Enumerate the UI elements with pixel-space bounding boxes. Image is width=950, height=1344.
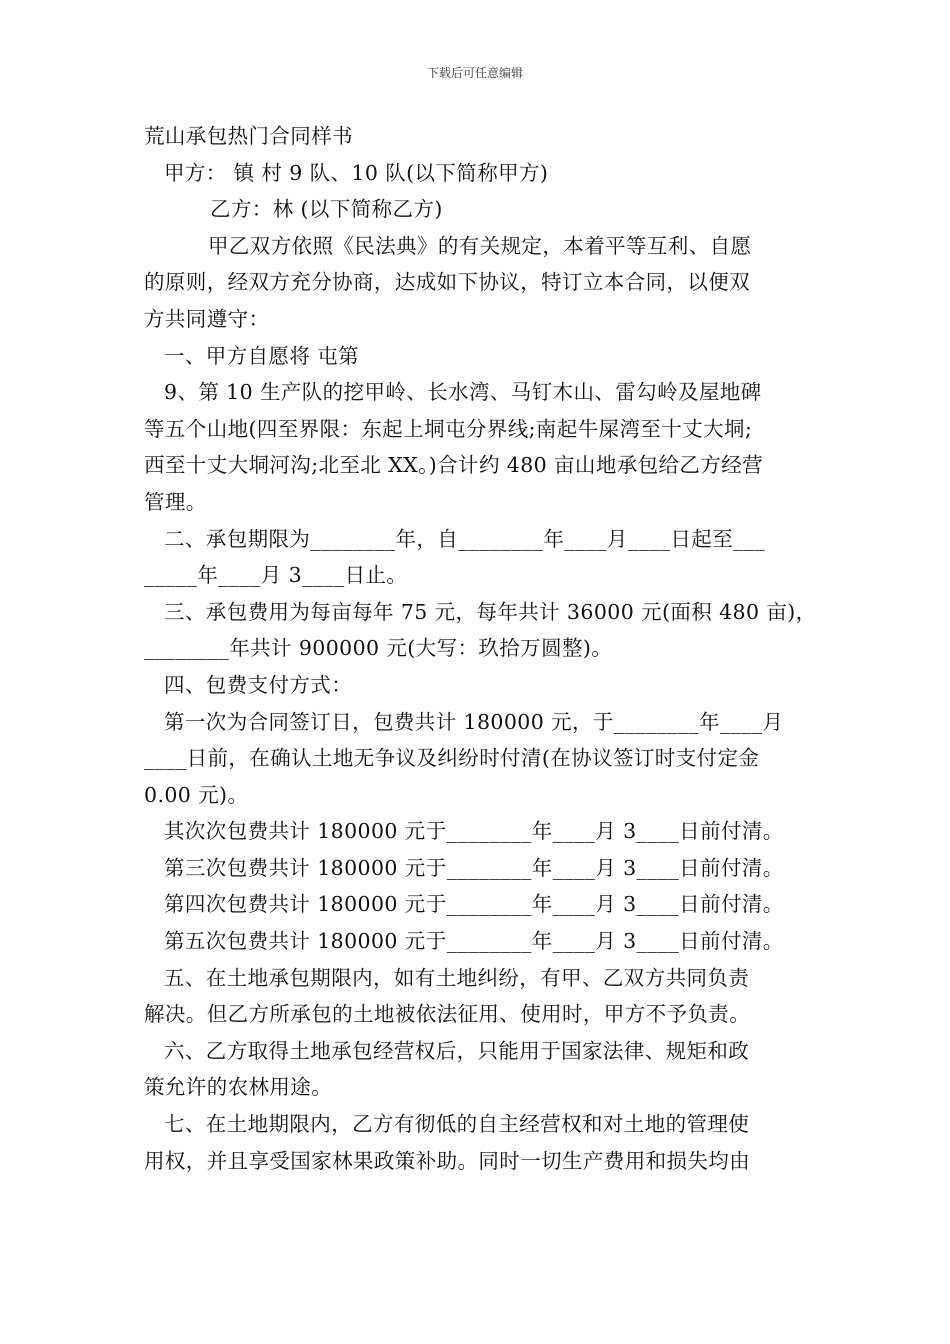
clause-3-line-1: 三、承包费用为每亩每年 75 元，每年共计 36000 元(面积 480 亩)， [164,599,817,624]
payment-5-line: 第五次包费共计 180000 元于________年____月 3____日前付清。 [164,929,784,954]
clause-1-line-5: 管理。 [144,489,207,514]
clause-2-line-1: 二、承包期限为________年，自________年____月____日起至___ [164,526,766,551]
payment-1-line-1: 第一次为合同签订日，包费共计 180000 元，于________年____月 [164,709,784,734]
clause-2-line-2: _____年____月 3____日止。 [144,563,408,588]
clause-1-line-3: 等五个山地(四至界限：东起上垌屯分界线;南起牛屎湾至十丈大垌; [144,416,753,441]
payment-3-line: 第三次包费共计 180000 元于________年____月 3____日前付清。 [164,855,784,880]
payment-2-line: 其次次包费共计 180000 元于________年____月 3____日前付清。 [164,819,784,844]
document-title: 荒山承包热门合同样书 [144,124,353,148]
clause-6-line-2: 策允许的农林用途。 [144,1075,333,1100]
payment-1-line-2: ____日前，在确认土地无争议及纠纷时付清(在协议签订时支付定金 [144,746,760,771]
party-b-line: 乙方：林 (以下简称乙方) [210,197,443,222]
clause-3-line-2: ________年共计 900000 元(大写：玖拾万圆整)。 [144,636,613,661]
clause-1-line-2: 9、第 10 生产队的挖甲岭、长水湾、马钉木山、雷勾岭及屋地碑 [164,380,762,405]
page-header-note: 下载后可任意编辑 [426,66,523,80]
clause-1-line-1: 一、甲方自愿将 屯第 [164,343,360,368]
clause-1-line-4: 西至十丈大垌河沟;北至北 XX。)合计约 480 亩山地承包给乙方经营 [144,453,764,478]
clause-5-line-2: 解决。但乙方所承包的土地被依法征用、使用时，甲方不予负责。 [144,1002,751,1027]
payment-1-line-3: 0.00 元)。 [144,782,249,807]
clause-5-line-1: 五、在土地承包期限内，如有土地纠纷，有甲、乙双方共同负责 [164,965,750,990]
contract-body [144,118,817,1179]
preamble-line-2: 的原则，经双方充分协商，达成如下协议，特订立本合同，以便双 [144,270,751,295]
clause-7-line-1: 七、在土地期限内，乙方有彻低的自主经营权和对土地的管理使 [164,1112,750,1137]
payment-4-line: 第四次包费共计 180000 元于________年____月 3____日前付清。 [164,892,784,917]
preamble-line-3: 方共同遵守： [144,306,270,331]
preamble-line-1: 甲乙双方依照《民法典》的有关规定，本着平等互利、自愿 [208,233,752,258]
clause-7-line-2: 用权，并且享受国家林果政策补助。同时一切生产费用和损失均由 [144,1148,751,1173]
clause-6-line-1: 六、乙方取得土地承包经营权后，只能用于国家法律、规矩和政 [164,1038,750,1063]
party-a-line: 甲方： 镇 村 9 队、10 队(以下简称甲方) [164,160,549,185]
clause-4-heading: 四、包费支付方式： [164,672,353,697]
